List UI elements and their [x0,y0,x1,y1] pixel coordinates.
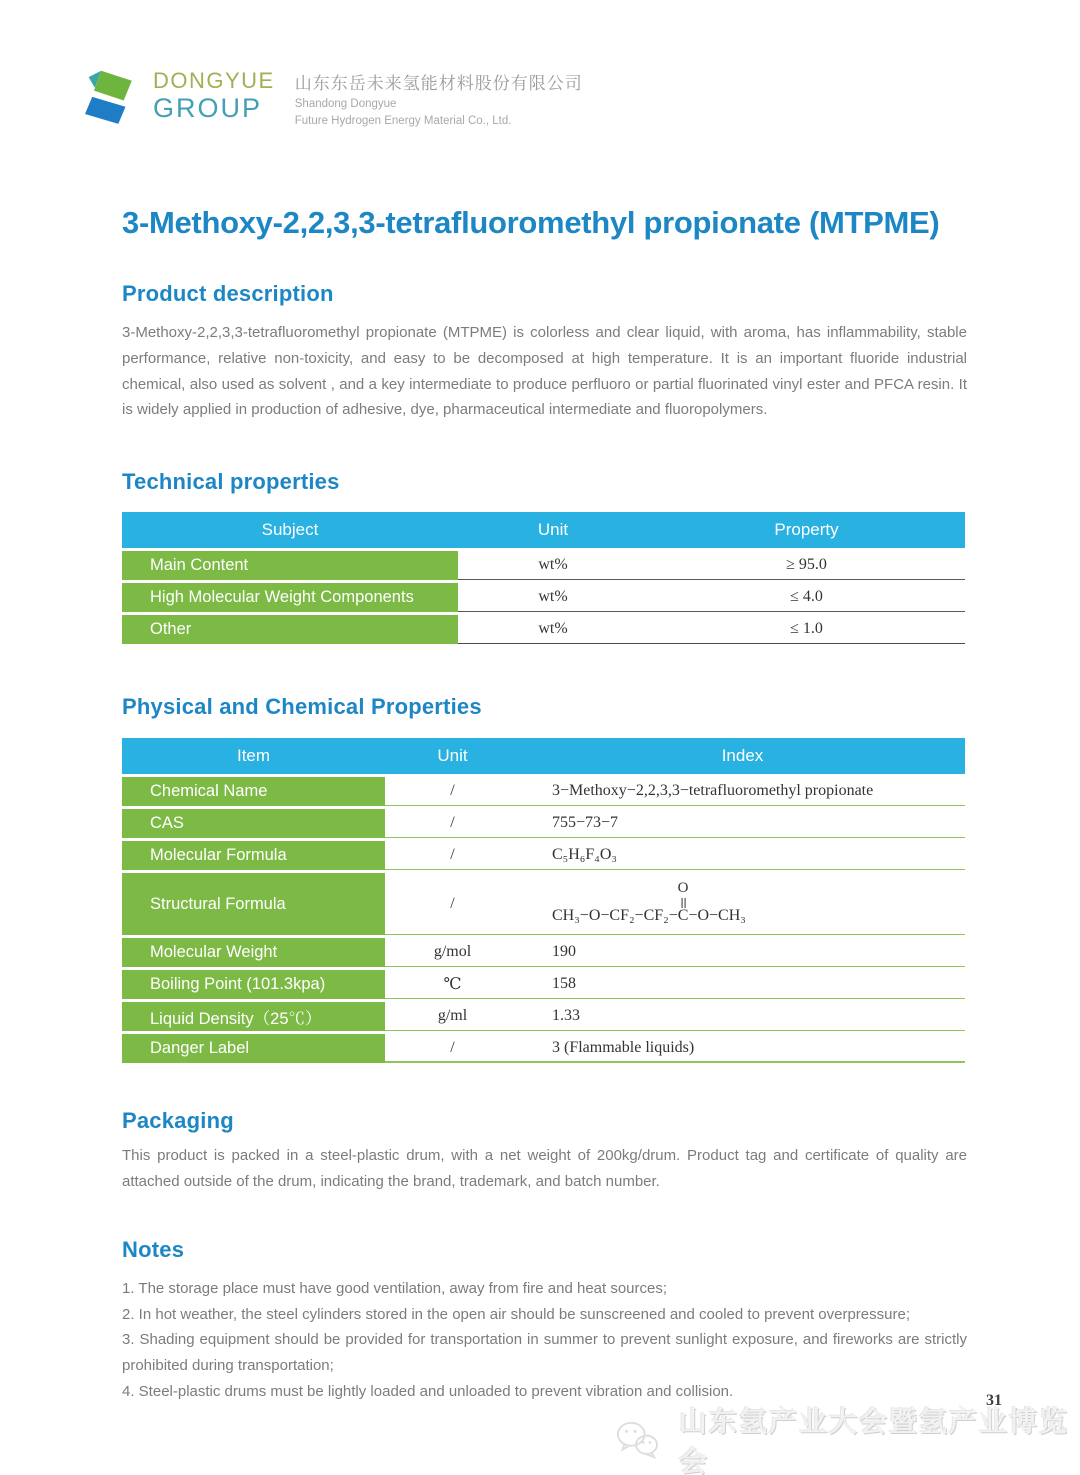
company-name-english-2: Future Hydrogen Energy Material Co., Ltd. [294,115,512,128]
section-heading-packaging: Packaging [122,1108,234,1134]
cell-index-structural-formula [520,879,965,934]
company-name-block [295,66,583,129]
cell-unit: / [450,894,455,912]
table-row [122,1034,965,1063]
table-row [122,583,965,612]
formula-right: −O−CH₃ [688,907,746,925]
page-number: 31 [986,1392,1002,1409]
company-header [85,66,583,129]
product-description-text: 3-Methoxy-2,2,3,3-tetrafluoromethyl propionate (MTPME) is colorless and clear liquid, with aroma, has inflammability, stable performance, relative non-toxicity, and easy to be decomposed at high temperature. It is an important fluoride industrial chemical, also used as solvent , and a key intermediate to produce perfluoro or partial fluorinated vinyl ester and PFCA resin. It is widely applied in production of adhesive, dye, pharmaceutical intermediate and fluoropolymers. [122,324,967,419]
table-row [122,938,965,967]
page-title: 3-Methoxy-2,2,3,3-tetrafluoromethyl propionate (MTPME) [122,205,940,240]
table-row [122,970,965,999]
row-label-cas: CAS [122,809,385,838]
row-label-structural-formula: Structural Formula [122,873,385,935]
cell-index: 3−Methoxy−2,2,3,3−tetrafluoromethyl propionate [552,782,874,800]
logo-text-group: GROUP [153,93,263,123]
table-row-structural-formula [122,873,965,935]
cell-index: 190 [552,943,576,961]
cell-unit: / [450,782,455,800]
row-label-molecular-weight: Molecular Weight [122,938,385,967]
cell-property: ≤ 4.0 [790,588,823,606]
cell-index: 158 [552,975,576,993]
note-item-2: 2. In hot weather, the steel cylinders stored in the open air should be sunscreened and cooled to prevent overpressure; [122,1305,910,1323]
logo-wordmark [153,66,275,122]
notes-list [122,1276,967,1405]
column-header-property: Property [774,520,839,540]
table-row [122,1002,965,1031]
row-label-boiling-point: Boiling Point (101.3kpa) [122,970,385,999]
cell-unit: wt% [538,556,568,574]
cell-unit: wt% [538,620,568,638]
packaging-text: This product is packed in a steel-plastic drum, with a net weight of 200kg/drum. Product tag and certificate of quality are attached outside of the drum, indicating the brand, trademark, and batch number. [122,1147,967,1190]
wechat-icon [615,1419,661,1461]
cell-index: C₅H₆F₄O₃ [552,846,617,864]
cell-unit: / [450,1038,455,1056]
technical-properties-table [122,512,965,644]
column-header-item: Item [236,746,271,766]
note-item-1: 1. The storage place must have good ventilation, away from fire and heat sources; [122,1279,668,1297]
formula-carbonyl-group [677,879,689,925]
note-item-4: 4. Steel-plastic drums must be lightly loaded and unloaded to prevent vibration and collision. [122,1382,734,1400]
row-label-danger-label: Danger Label [122,1034,385,1063]
company-name-english-1: Shandong Dongyue [294,98,397,110]
cell-index: 3 (Flammable liquids) [552,1038,695,1056]
section-heading-product-description: Product description [122,281,334,306]
row-label-high-molecular-weight: High Molecular Weight Components [122,583,458,612]
document-body [122,205,967,1405]
cell-unit: ℃ [443,976,462,994]
cell-unit: g/mol [433,943,472,961]
footer-watermark [615,1400,1080,1475]
row-label-molecular-formula: Molecular Formula [122,841,385,870]
row-label-chemical-name: Chemical Name [122,777,385,806]
technical-table-header-row [122,512,965,548]
company-name-chinese: 山东东岳未来氢能材料股份有限公司 [294,74,583,93]
table-row [122,841,965,870]
section-heading-notes: Notes [122,1236,185,1262]
formula-left: CH₃−O−CF₂−CF₂− [552,907,678,925]
column-header-subject: Subject [261,520,319,540]
double-bond-icon [681,898,685,908]
cell-property: ≥ 95.0 [786,556,827,574]
physical-table-header-row [122,738,965,774]
table-row [122,809,965,838]
column-header-index: Index [721,746,764,766]
cell-unit: g/ml [437,1007,468,1025]
note-item-3: 3. Shading equipment should be provided for transportation in summer to prevent sunlight exposure, and fireworks are strictly prohibited during transportation; [122,1331,967,1375]
section-heading-physical-chemical: Physical and Chemical Properties [122,694,482,720]
watermark-text: 山东氢产业大会暨氢产业博览会 [678,1406,1069,1475]
logo-text-dongyue: DONGYUE [153,68,275,93]
table-row [122,615,965,644]
cell-property: ≤ 1.0 [790,620,823,638]
cell-index: 1.33 [552,1007,580,1025]
cell-unit: / [450,846,455,864]
formula-top-oxygen: O [677,879,689,896]
cell-unit: / [450,814,455,832]
column-header-unit: Unit [537,520,569,540]
cell-unit: wt% [538,588,568,606]
section-heading-technical-properties: Technical properties [122,469,340,495]
dongyue-logo-icon [85,66,139,126]
formula-center-carbon: C [677,907,689,925]
cell-index: 755−73−7 [552,814,619,832]
row-label-other: Other [122,615,458,644]
table-row [122,551,965,580]
table-row [122,777,965,806]
row-label-liquid-density: Liquid Density（25℃） [122,1002,385,1031]
row-label-main-content: Main Content [122,551,458,580]
column-header-unit: Unit [437,746,468,766]
physical-chemical-table [122,738,965,1063]
